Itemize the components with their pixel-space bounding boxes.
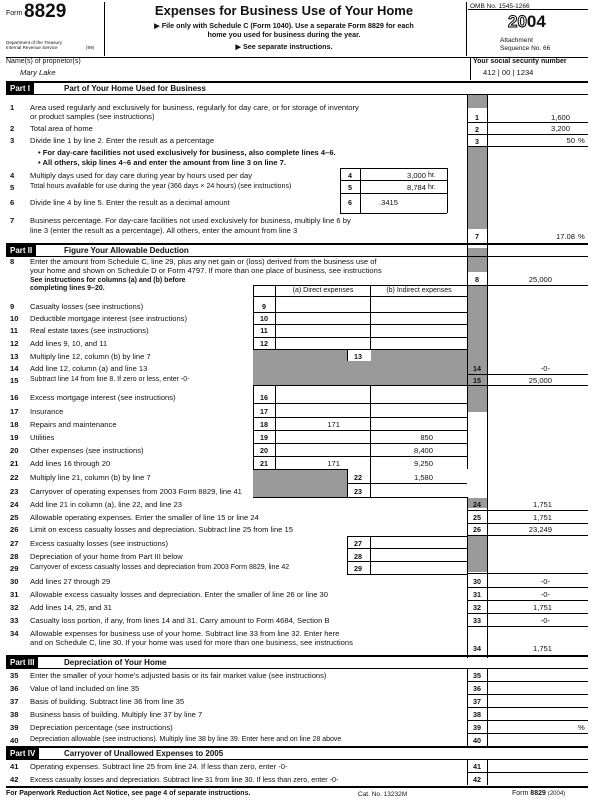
line-4-unit: hr.	[428, 172, 436, 179]
line-31-text: Allowable excess casualty losses and depreciation. Enter the smaller of line 26 or line 30	[30, 590, 329, 599]
line-number: 31	[10, 590, 19, 599]
line-number-box: 35	[473, 671, 481, 680]
line-2-value[interactable]: 3,200	[550, 124, 570, 133]
line-24-text: Add line 21 in column (a), line 22, and line 23	[30, 500, 182, 509]
line-number-box: 12	[260, 339, 268, 348]
line-7-text-a: Business percentage. For day-care facilities not used exclusively for business, multiply line 6 by	[30, 216, 351, 225]
line-number: 7	[10, 216, 15, 225]
part-2-title: Figure Your Allowable Deduction	[64, 246, 189, 255]
line-number-box: 28	[354, 552, 362, 561]
line-38-text: Business basis of building. Multiply line 37 by line 7	[30, 710, 203, 719]
line-36-text: Value of land included on line 35	[30, 684, 140, 693]
line-number-box: 25	[473, 513, 481, 522]
line-number-box: 4	[348, 171, 352, 180]
line-number: 15	[10, 376, 19, 385]
line-number: 1	[10, 103, 15, 112]
line-1-text-a: Area used regularly and exclusively for business, regularly for day care, or for storage of inventory	[30, 103, 359, 112]
form-subtitle-1: ▶ File only with Schedule C (Form 1040). Use a separate Form 8829 for each	[154, 21, 414, 30]
line-1-text-b: or product samples (see instructions)	[30, 112, 155, 121]
line-number-box: 38	[473, 710, 481, 719]
tax-year	[508, 12, 546, 32]
line-number-box: 34	[473, 644, 481, 653]
line-number-box: 23	[354, 487, 362, 496]
part-1-header	[6, 81, 588, 95]
line-14-text: Add line 12, column (a) and line 13	[30, 364, 148, 373]
line-number-box: 21	[260, 459, 268, 468]
line-number-box: 20	[260, 446, 268, 455]
line-8-note-a: See instructions for columns (a) and (b) before	[30, 277, 186, 284]
line-number: 24	[10, 500, 19, 509]
line-number-box: 17	[260, 407, 268, 416]
line-8-text-b: your home and shown on Schedule D or Form 4797. If more than one place of business, see instructions	[30, 266, 382, 275]
ssn-value[interactable]: 412 | 00 | 1234	[483, 68, 534, 77]
line-number-box: 9	[262, 302, 266, 311]
line-21-indirect[interactable]: 9,250	[413, 459, 433, 468]
part-3-tag: Part III	[6, 657, 38, 668]
line-number-box: 40	[473, 736, 481, 745]
line-number-box: 6	[348, 198, 352, 207]
line-number-box: 18	[260, 420, 268, 429]
line-32-value[interactable]: 1,751	[532, 603, 552, 612]
line-number: 3	[10, 136, 15, 145]
line-number: 13	[10, 352, 19, 361]
line-number-box: 10	[260, 314, 268, 323]
line-number: 40	[10, 736, 19, 745]
line-26-value[interactable]: 23,249	[528, 525, 552, 534]
part-3-title: Depreciation of Your Home	[64, 658, 167, 667]
taxpayer-name[interactable]: Mary Lake	[20, 68, 56, 77]
line-24-value[interactable]: 1,751	[532, 500, 552, 509]
line-number-box: 13	[354, 352, 362, 361]
line-number-box: 27	[354, 539, 362, 548]
line-number: 11	[10, 326, 19, 335]
line-14-value[interactable]: -0-	[540, 364, 550, 373]
footer-form-number: 8829	[530, 790, 546, 797]
line-number: 41	[10, 762, 19, 771]
catalog-number: Cat. No. 13232M	[358, 791, 408, 798]
form-number: 8829	[24, 1, 67, 22]
line-number-box: 37	[473, 697, 481, 706]
ssn-label: Your social security number	[473, 58, 567, 65]
name-label: Name(s) of proprietor(s)	[6, 58, 81, 65]
line-number-box: 14	[473, 364, 481, 373]
footer-form-label: Form	[512, 790, 529, 797]
line-number: 21	[10, 459, 19, 468]
line-3-pct: %	[578, 136, 585, 145]
line-number: 22	[10, 473, 19, 482]
line-3-value[interactable]: 50	[566, 136, 575, 145]
line-7-pct: %	[578, 232, 585, 241]
line-30-text: Add lines 27 through 29	[30, 577, 111, 586]
line-number: 17	[10, 407, 19, 416]
part-1-title: Part of Your Home Used for Business	[64, 84, 206, 93]
line-2-text: Total area of home	[30, 124, 93, 133]
line-34-text-b: and on Schedule C, line 30. If your home was used for more than one business, see instructions	[30, 638, 353, 647]
dept-treasury: Department of the Treasury	[6, 40, 62, 45]
line-4-text: Multiply days used for day care during year by hours used per day	[30, 171, 253, 180]
line-number-box: 1	[475, 113, 479, 122]
line-number-box: 41	[473, 762, 481, 771]
line-20-text: Other expenses (see instructions)	[30, 446, 144, 455]
line-number: 36	[10, 684, 19, 693]
line-number: 9	[10, 302, 15, 311]
line-25-value[interactable]: 1,751	[532, 513, 552, 522]
line-33-value[interactable]: -0-	[540, 616, 550, 625]
line-22-value[interactable]: 1,580	[413, 473, 433, 482]
line-39-pct: %	[578, 723, 585, 732]
line-number: 38	[10, 710, 19, 719]
line-number-box: 16	[260, 393, 268, 402]
line-number-box: 2	[475, 125, 479, 134]
line-number: 42	[10, 775, 19, 784]
irs-label: Internal Revenue Service	[6, 45, 58, 50]
line-number-box: 22	[354, 473, 362, 482]
line-number: 28	[10, 552, 19, 561]
line-number: 35	[10, 671, 19, 680]
line-5-unit: hr.	[428, 184, 436, 191]
line-28-text: Depreciation of your home from Part III below	[30, 552, 183, 561]
part-4-title: Carryover of Unallowed Expenses to 2005	[64, 749, 224, 758]
form-label: Form	[6, 10, 23, 17]
line-27-text: Excess casualty losses (see instructions)	[30, 539, 169, 548]
form-title: Expenses for Business Use of Your Home	[154, 3, 414, 18]
line-number: 20	[10, 446, 19, 455]
line-19-text: Utilities	[30, 433, 55, 442]
line-8-value[interactable]: 25,000	[528, 275, 552, 284]
line-37-text: Basis of building. Subtract line 36 from line 35	[30, 697, 185, 706]
line-number-box: 30	[473, 577, 481, 586]
line-1-value[interactable]: 1,600	[550, 113, 570, 122]
line-number: 26	[10, 525, 19, 534]
line-number-box: 24	[473, 500, 481, 509]
line-number: 25	[10, 513, 19, 522]
line-number: 18	[10, 420, 19, 429]
line-8-text-a: Enter the amount from Schedule C, line 29, plus any net gain or (loss) derived from the business use of	[30, 257, 377, 266]
line-number: 5	[10, 183, 15, 192]
line-number-box: 8	[475, 275, 479, 284]
line-40-text: Depreciation allowable (see instructions). Multiply line 38 by line 39. Enter here and on line 28 above	[30, 736, 342, 743]
line-18-direct[interactable]: 171	[327, 420, 340, 429]
line-17-text: Insurance	[30, 407, 64, 416]
column-a-header: (a) Direct expenses	[292, 287, 354, 294]
line-30-value[interactable]: -0-	[540, 577, 550, 586]
line-23-text: Carryover of operating expenses from 2003 Form 8829, line 41	[30, 487, 242, 496]
line-9-text: Casualty losses (see instructions)	[30, 302, 144, 311]
line-4-value[interactable]: 3,000	[406, 171, 426, 180]
line-10-text: Deductible mortgage interest (see instructions)	[30, 314, 188, 323]
line-number: 37	[10, 697, 19, 706]
line-number-box: 26	[473, 525, 481, 534]
line-number-box: 32	[473, 603, 481, 612]
line-number: 39	[10, 723, 19, 732]
line-26-text: Limit on excess casualty losses and depreciation. Subtract line 25 from line 15	[30, 525, 293, 534]
irs-code: (99)	[86, 45, 95, 50]
line-20-indirect[interactable]: 8,400	[413, 446, 433, 455]
line-18-text: Repairs and maintenance	[30, 420, 117, 429]
line-6-text: Divide line 4 by line 5. Enter the result as a decimal amount	[30, 198, 230, 207]
line-21-text: Add lines 16 through 20	[30, 459, 111, 468]
form-subtitle-2: home you used for business during the year.	[207, 30, 361, 39]
line-number: 10	[10, 314, 19, 323]
line-number-box: 7	[475, 232, 479, 241]
line-34-text-a: Allowable expenses for business use of your home. Subtract line 33 from line 32. Enter here	[30, 629, 340, 638]
line-3-text: Divide line 1 by line 2. Enter the result as a percentage	[30, 136, 215, 145]
line-number: 8	[10, 257, 15, 266]
line-number: 27	[10, 539, 19, 548]
line-29-text: Carryover of excess casualty losses and depreciation from 2003 Form 8829, line 42	[30, 564, 290, 571]
part-3-header	[6, 655, 588, 669]
line-25-text: Allowable operating expenses. Enter the smaller of line 15 or line 24	[30, 513, 259, 522]
tax-year-suffix: 04	[526, 12, 546, 31]
line-number: 32	[10, 603, 19, 612]
footer-form-year: (2004)	[547, 791, 566, 797]
line-42-text: Excess casualty losses and depreciation. Subtract line 31 from line 30. If less than zero, enter -0-	[30, 775, 339, 784]
line-number: 33	[10, 616, 19, 625]
part-1-tag: Part I	[6, 83, 34, 94]
line-33-text: Casualty loss portion, if any, from lines 14 and 31. Carry amount to Form 4684, Section B	[30, 616, 330, 625]
line-number: 34	[10, 629, 19, 638]
line-5-text: Total hours available for use during the year (366 days × 24 hours) (see instructions)	[30, 183, 292, 190]
line-34-value[interactable]: 1,751	[532, 644, 552, 653]
line-number-box: 15	[473, 376, 481, 385]
line-7-text-b: line 3 (enter the result as a percentage). All others, enter the amount from line 3	[30, 226, 298, 235]
line-number: 2	[10, 124, 15, 133]
line-number-box: 31	[473, 590, 481, 599]
line-16-text: Excess mortgage interest (see instructions)	[30, 393, 176, 402]
line-number-box: 29	[354, 564, 362, 573]
line-19-indirect[interactable]: 850	[420, 433, 433, 442]
line-number: 12	[10, 339, 19, 348]
part-4-tag: Part IV	[6, 748, 39, 759]
column-b-header: (b) Indirect expenses	[386, 287, 452, 294]
part-2-tag: Part II	[6, 245, 36, 256]
line-number-box: 33	[473, 616, 481, 625]
line-11-text: Real estate taxes (see instructions)	[30, 326, 149, 335]
line-6-value[interactable]: .3415	[378, 198, 398, 207]
line-15-text: Subtract line 14 from line 8. If zero or less, enter -0-	[30, 376, 190, 383]
bullet-day-care: • For day-care facilities not used exclusively for business, also complete lines 4–6.	[38, 148, 336, 157]
line-number-box: 11	[260, 326, 268, 335]
line-number: 16	[10, 393, 19, 402]
line-35-text: Enter the smaller of your home's adjusted basis or its fair market value (see instructions)	[30, 671, 327, 680]
line-22-text: Multiply line 21, column (b) by line 7	[30, 473, 151, 482]
line-number: 19	[10, 433, 19, 442]
line-number-box: 42	[473, 775, 481, 784]
line-41-text: Operating expenses. Subtract line 25 from line 24. If less than zero, enter -0-	[30, 762, 288, 771]
line-number: 14	[10, 364, 19, 373]
line-7-value[interactable]: 17.08	[555, 232, 575, 241]
line-number: 29	[10, 564, 19, 573]
line-number-box: 39	[473, 723, 481, 732]
line-15-value[interactable]: 25,000	[528, 376, 552, 385]
line-number-box: 3	[475, 137, 479, 146]
form-subtitle-3: ▶ See separate instructions.	[235, 42, 333, 51]
paperwork-notice: For Paperwork Reduction Act Notice, see page 4 of separate instructions.	[6, 790, 251, 797]
sequence-number: Sequence No. 66	[500, 45, 551, 52]
line-12-text: Add lines 9, 10, and 11	[30, 339, 108, 348]
part-2-header	[6, 243, 588, 257]
line-21-direct[interactable]: 171	[327, 459, 340, 468]
line-number-box: 36	[473, 684, 481, 693]
line-39-text: Depreciation percentage (see instructions)	[30, 723, 173, 732]
line-32-text: Add lines 14, 25, and 31	[30, 603, 112, 612]
line-13-text: Multiply line 12, column (b) by line 7	[30, 352, 151, 361]
line-number: 6	[10, 198, 15, 207]
line-31-value[interactable]: -0-	[540, 590, 550, 599]
line-number: 23	[10, 487, 19, 496]
line-number-box: 19	[260, 433, 268, 442]
omb-number: OMB No. 1545-1266	[470, 3, 530, 10]
line-number: 30	[10, 577, 19, 586]
attachment-label: Attachment	[500, 37, 533, 44]
line-number: 4	[10, 171, 15, 180]
bullet-others: • All others, skip lines 4–6 and enter the amount from line 3 on line 7.	[38, 158, 286, 167]
part-4-header	[6, 746, 588, 760]
footer-form	[512, 790, 565, 797]
line-number-box: 5	[348, 183, 352, 192]
tax-year-prefix: 20	[508, 12, 527, 31]
line-5-value[interactable]: 8,784	[406, 183, 426, 192]
line-8-note-b: completing lines 9–20.	[30, 285, 105, 292]
